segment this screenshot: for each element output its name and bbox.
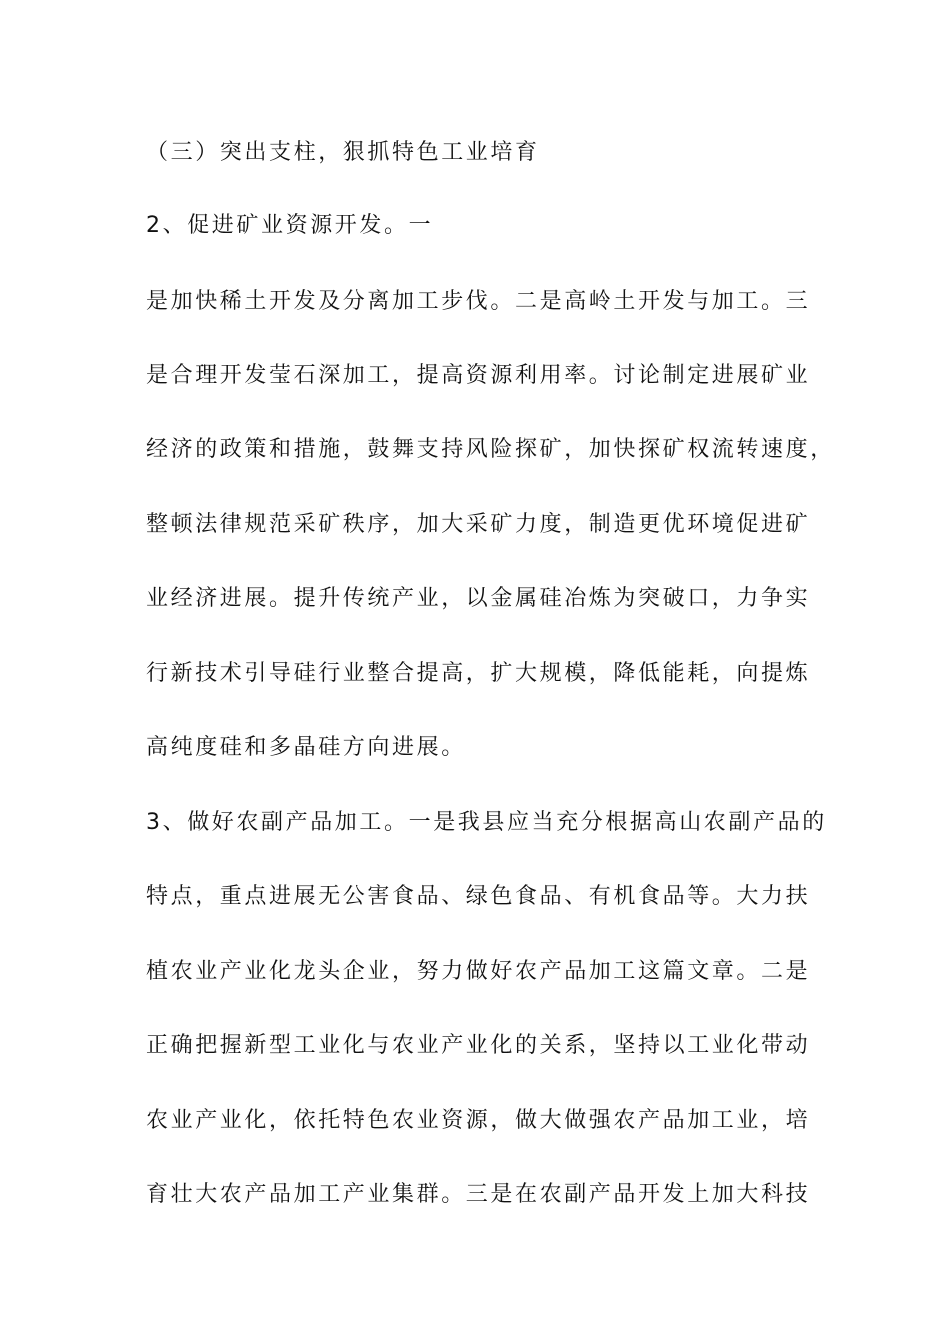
text-line: 育壮大农产品加工产业集群。三是在农副产品开发上加大科技 <box>146 1182 811 1207</box>
text-line: 行新技术引导硅行业整合提高，扩大规模，降低能耗，向提炼 <box>146 661 811 686</box>
text-line: 业经济进展。提升传统产业，以金属硅冶炼为突破口，力争实 <box>146 586 811 611</box>
text-line: 正确把握新型工业化与农业产业化的关系，坚持以工业化带动 <box>146 1033 811 1058</box>
text-line: 是加快稀土开发及分离加工步伐。二是高岭土开发与加工。三 <box>146 289 811 314</box>
text-line: 整顿法律规范采矿秩序，加大采矿力度，制造更优环境促进矿 <box>146 512 811 537</box>
text-line: 农业产业化，依托特色农业资源，做大做强农产品加工业，培 <box>146 1108 811 1133</box>
text-line: 高纯度硅和多晶硅方向进展。 <box>146 735 466 760</box>
text-line: 经济的政策和措施，鼓舞支持风险探矿，加快探矿权流转速度， <box>146 437 835 462</box>
section-heading: （三）突出支柱，狠抓特色工业培育 <box>146 140 540 165</box>
text-line: 植农业产业化龙头企业，努力做好农产品加工这篇文章。二是 <box>146 959 811 984</box>
text-line: 特点，重点进展无公害食品、绿色食品、有机食品等。大力扶 <box>146 884 811 909</box>
text-line: 3、做好农副产品加工。一是我县应当充分根据高山农副产品的 <box>146 810 827 835</box>
text-line: 2、促进矿业资源开发。一 <box>146 213 434 238</box>
text-line: 是合理开发莹石深加工，提高资源利用率。讨论制定进展矿业 <box>146 363 811 388</box>
